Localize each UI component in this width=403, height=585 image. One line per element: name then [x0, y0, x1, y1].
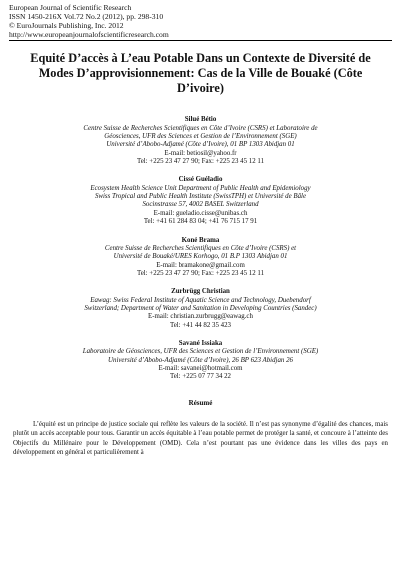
journal-copyright: © EuroJournals Publishing, Inc. 2012	[9, 21, 124, 31]
author-affiliation-line: Université de Bouaké/URES Korhogo, 01 B.P 1303 Abidjan 01	[113, 253, 288, 261]
author-block	[9, 340, 392, 382]
journal-issn: ISSN 1450-216X Vol.72 No.2 (2012), pp. 298-310	[9, 12, 164, 22]
author-block	[9, 237, 392, 279]
author-affiliation-line: Eawag: Swiss Federal Institute of Aquatic Science and Technology, Duebendorf	[90, 296, 311, 304]
author-affiliation-line: Géosciences, UFR des Sciences et Gestion de l’Environnement (SGE)	[104, 133, 297, 141]
journal-header	[9, 3, 392, 39]
author-affiliation-line: Université d’Abobo-Adjamé (Côte d’Ivoire), 26 BP 623 Abidjan 26	[108, 356, 293, 364]
author-affiliation-line: Swiss Tropical and Public Health Institute (SwissTPH) et Université de Bâle	[94, 193, 307, 201]
author-name: Koné Brama	[181, 236, 220, 244]
author-email[interactable]: E-mail: gueladio.cisse@unibas.ch	[153, 209, 248, 217]
author-block	[9, 116, 392, 166]
abstract-heading: Résumé	[188, 398, 213, 407]
author-phone: Tel: +225 07 77 34 22	[169, 373, 231, 381]
author-affiliation-line: Université d’Abobo-Adjamé (Côte d’Ivoire), 01 BP 1303 Abidjan 01	[106, 141, 295, 149]
author-list	[9, 116, 392, 381]
abstract-text: L’équité est un principe de justice sociale qui reflète les valeurs de la société. Il n’est pas synonyme d’égalité des chances, mais plutôt un accès acceptable pour tous. Garantir un accès équitable à l’eau potable permet de protéger la santé, et concoure à l’atteinte des Objectifs du Millénaire pour le Développement (OMD). Cela n’est pourtant pas une évidence dans les villes des pays en développement en général et particulièrement à	[13, 420, 388, 457]
author-name: Silué Bétio	[184, 116, 217, 124]
author-email[interactable]: E-mail: christian.zurbrugg@eawag.ch	[148, 313, 253, 321]
author-affiliation-line: Centre Suisse de Recherches Scientifiques en Côte d’Ivoire (CSRS) et	[104, 244, 297, 252]
author-email[interactable]: E-mail: savanei@hotmail.com	[158, 364, 243, 372]
author-name: Cissé Guéladio	[178, 176, 223, 184]
author-affiliation-line: Laboratoire de Géosciences, UFR des Sciences et Gestion de l’Environnement (SGE)	[82, 348, 319, 356]
author-name: Zurbrügg Christian	[171, 288, 230, 296]
author-phone: Tel: +225 23 47 27 90; Fax: +225 23 45 12 11	[136, 158, 265, 166]
header-rule	[9, 40, 392, 41]
author-block	[9, 288, 392, 330]
author-name: Savané Issiaka	[178, 339, 223, 347]
author-phone: Tel: +41 61 284 83 04; +41 76 715 17 91	[143, 218, 258, 226]
author-email[interactable]: E-mail: bramakone@gmail.com	[156, 261, 245, 269]
author-affiliation-line: Switzerland; Department of Water and Sanitation in Developing Countries (Sandec)	[84, 304, 317, 312]
journal-url[interactable]: http://www.europeanjournalofscientificresearch.com	[9, 30, 169, 40]
paper-title: Equité D’accès à L’eau Potable Dans un Contexte de Diversité de Modes D’approvisionnement: Cas de la Ville de Bouaké (Côte D’ivoire)	[30, 51, 371, 96]
journal-name: European Journal of Scientific Research	[9, 3, 132, 12]
author-phone: Tel: +41 44 82 35 423	[169, 321, 231, 329]
author-block	[9, 176, 392, 226]
author-phone: Tel: +225 23 47 27 90; Fax: +225 23 45 12 11	[136, 269, 265, 277]
author-affiliation-line: Centre Suisse de Recherches Scientifiques en Côte d’Ivoire (CSRS) et Laboratoire de	[83, 124, 318, 132]
author-affiliation-line: Socinstrasse 57, 4002 BASEL Switzerland	[142, 201, 259, 209]
author-affiliation-line: Ecosystem Health Science Unit Department of Public Health and Epidemiology	[90, 184, 311, 192]
author-email[interactable]: E-mail: betiosil@yahoo.fr	[164, 149, 237, 157]
